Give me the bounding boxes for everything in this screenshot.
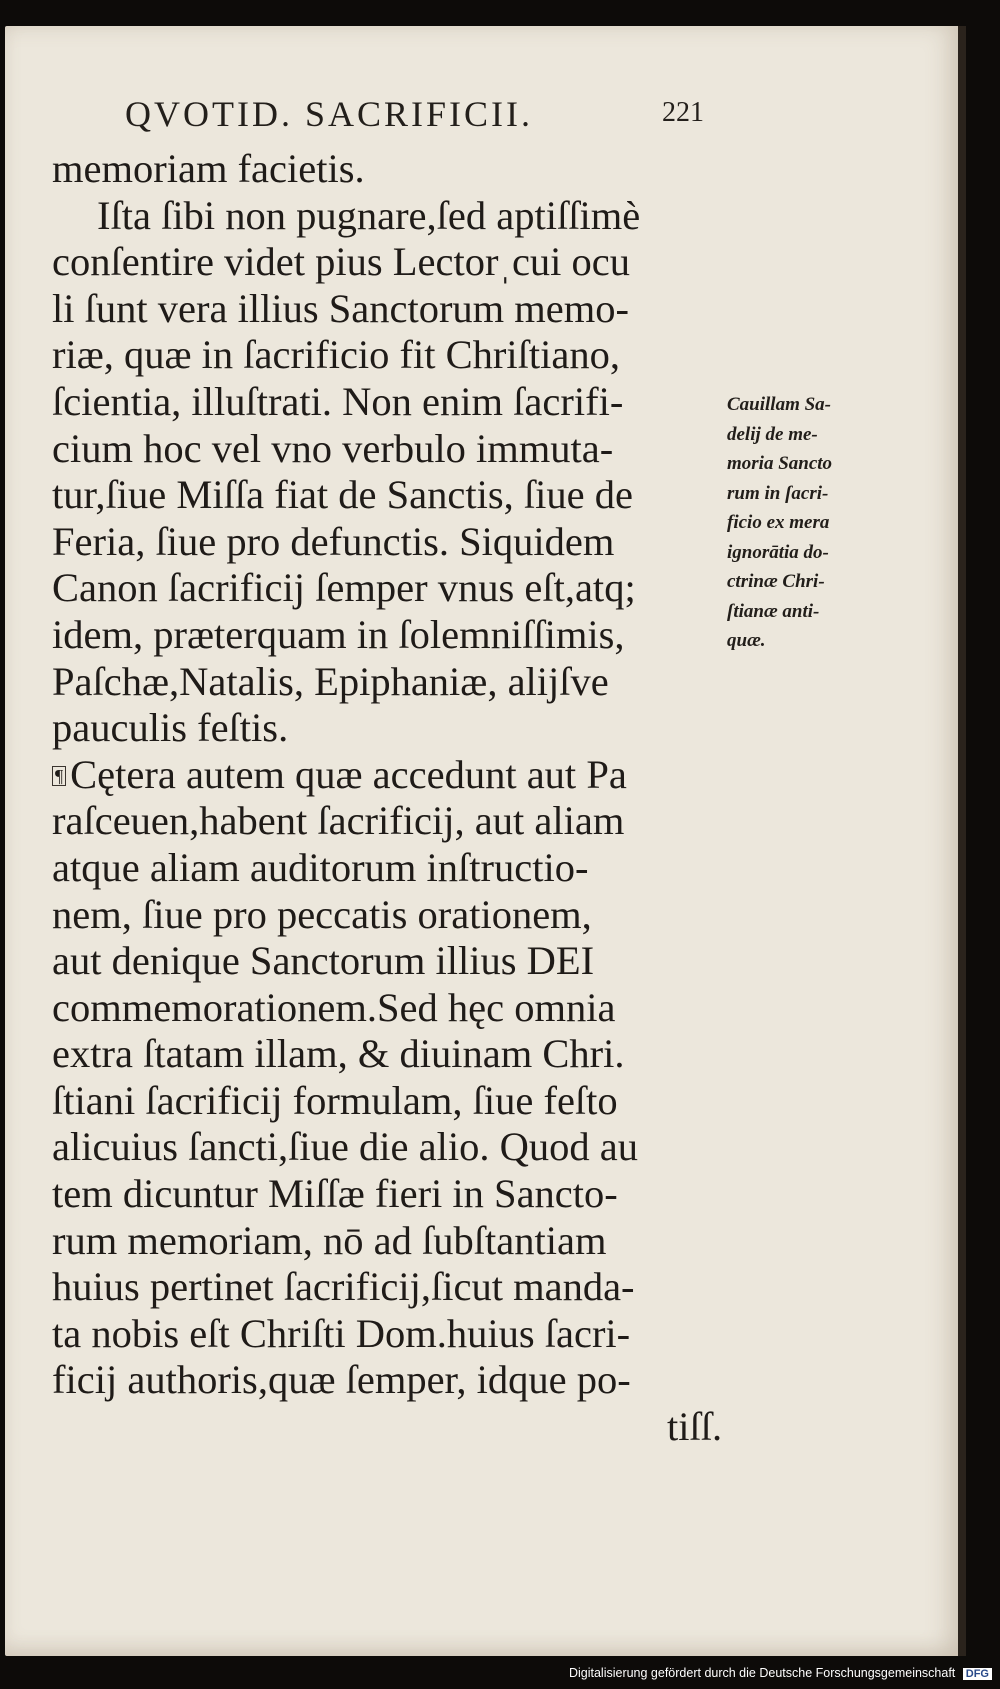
text-line: Canon ſacrificij ſemper vnus eſt,atq; xyxy=(52,565,636,611)
marginal-note-line: quæ. xyxy=(727,630,766,651)
text-line: Paſchæ,Natalis, Epiphaniæ, alijſve xyxy=(52,658,609,704)
text-line: ficij authoris,quæ ſemper, idque po- xyxy=(52,1357,631,1403)
digitization-credit xyxy=(569,1666,992,1680)
credit-text: Digitalisierung gefördert durch die Deutsche Forschungsgemeinschaft xyxy=(568,1666,956,1680)
text-line: huius pertinet ſacrificij,ſicut manda- xyxy=(52,1264,635,1310)
text-line: tur,ſiue Miſſa fiat de Sanctis, ſiue de xyxy=(52,472,633,518)
dfg-logo: DFG xyxy=(963,1668,992,1680)
text-line: raſceuen,habent ſacrificij, aut aliam xyxy=(52,798,625,844)
marginal-note xyxy=(727,390,877,656)
text-line: extra ſtatam illam, & diuinam Chri. xyxy=(52,1031,625,1077)
text-line: atque aliam auditorum inſtructio- xyxy=(52,844,589,890)
text-line: commemorationem.Sed hęc omnia xyxy=(52,984,616,1030)
page-edge xyxy=(958,26,966,1656)
text-line-with-pilcrow xyxy=(52,752,720,799)
text-line: li ſunt vera illius Sanctorum memo- xyxy=(52,285,630,331)
text-line: aut denique Sanctorum illius DEI xyxy=(52,938,595,984)
page-number: 221 xyxy=(662,97,704,128)
marginal-note-line: Cauillam Sa- xyxy=(727,394,831,415)
text-line: conſentire videt pius Lectorˌcui ocu xyxy=(52,239,631,285)
text-line: Feria, ſiue pro defunctis. Siquidem xyxy=(52,518,615,564)
text-line: cium hoc vel vno verbulo immuta- xyxy=(52,425,614,471)
marginal-note-line: moria Sancto xyxy=(727,453,833,474)
text-line: ſtiani ſacrificij formulam, ſiue feſto xyxy=(52,1077,618,1123)
marginal-note-line: rum in ſacri- xyxy=(727,482,829,504)
text-line: riæ, quæ in ſacrificio fit Chriſtiano, xyxy=(52,332,621,378)
marginal-note-line: ctrinæ Chri- xyxy=(727,571,825,592)
catchword: tiſſ. xyxy=(667,1404,723,1450)
pilcrow-mark: ¶ xyxy=(52,766,66,786)
running-title: QVOTID. SACRIFICII. xyxy=(125,94,533,134)
text-line: memoriam facietis. xyxy=(52,146,365,191)
text-line: nem, ſiue pro peccatis orationem, xyxy=(52,891,592,937)
text-line: ta nobis eſt Chriſti Dom.huius ſacri- xyxy=(52,1310,631,1356)
text-line: tem dicuntur Miſſæ fieri in Sancto- xyxy=(52,1171,618,1217)
marginal-note-line: ignorātia do- xyxy=(727,541,829,563)
text-line: rum memoriam, nō ad ſubſtantiam xyxy=(52,1217,607,1263)
text-line: alicuius ſancti,ſiue die alio. Quod au xyxy=(52,1124,638,1170)
marginal-note-line: delij de me- xyxy=(727,423,818,445)
marginal-note-line: ficio ex mera xyxy=(727,512,830,533)
text-line: Cętera autem quæ accedunt aut Pa xyxy=(70,751,627,797)
text-line: pauculis feſtis. xyxy=(52,705,289,751)
text-line: idem, præterquam in ſolemniſſimis, xyxy=(52,611,625,657)
main-text-block xyxy=(52,146,723,1451)
marginal-note-line: ſtianæ anti- xyxy=(727,600,820,622)
text-line: ſcientia, illuſtrati. Non enim ſacrifi- xyxy=(52,378,624,424)
text-line: Iſta ſibi non pugnare,ſed aptiſſimè xyxy=(97,192,641,238)
